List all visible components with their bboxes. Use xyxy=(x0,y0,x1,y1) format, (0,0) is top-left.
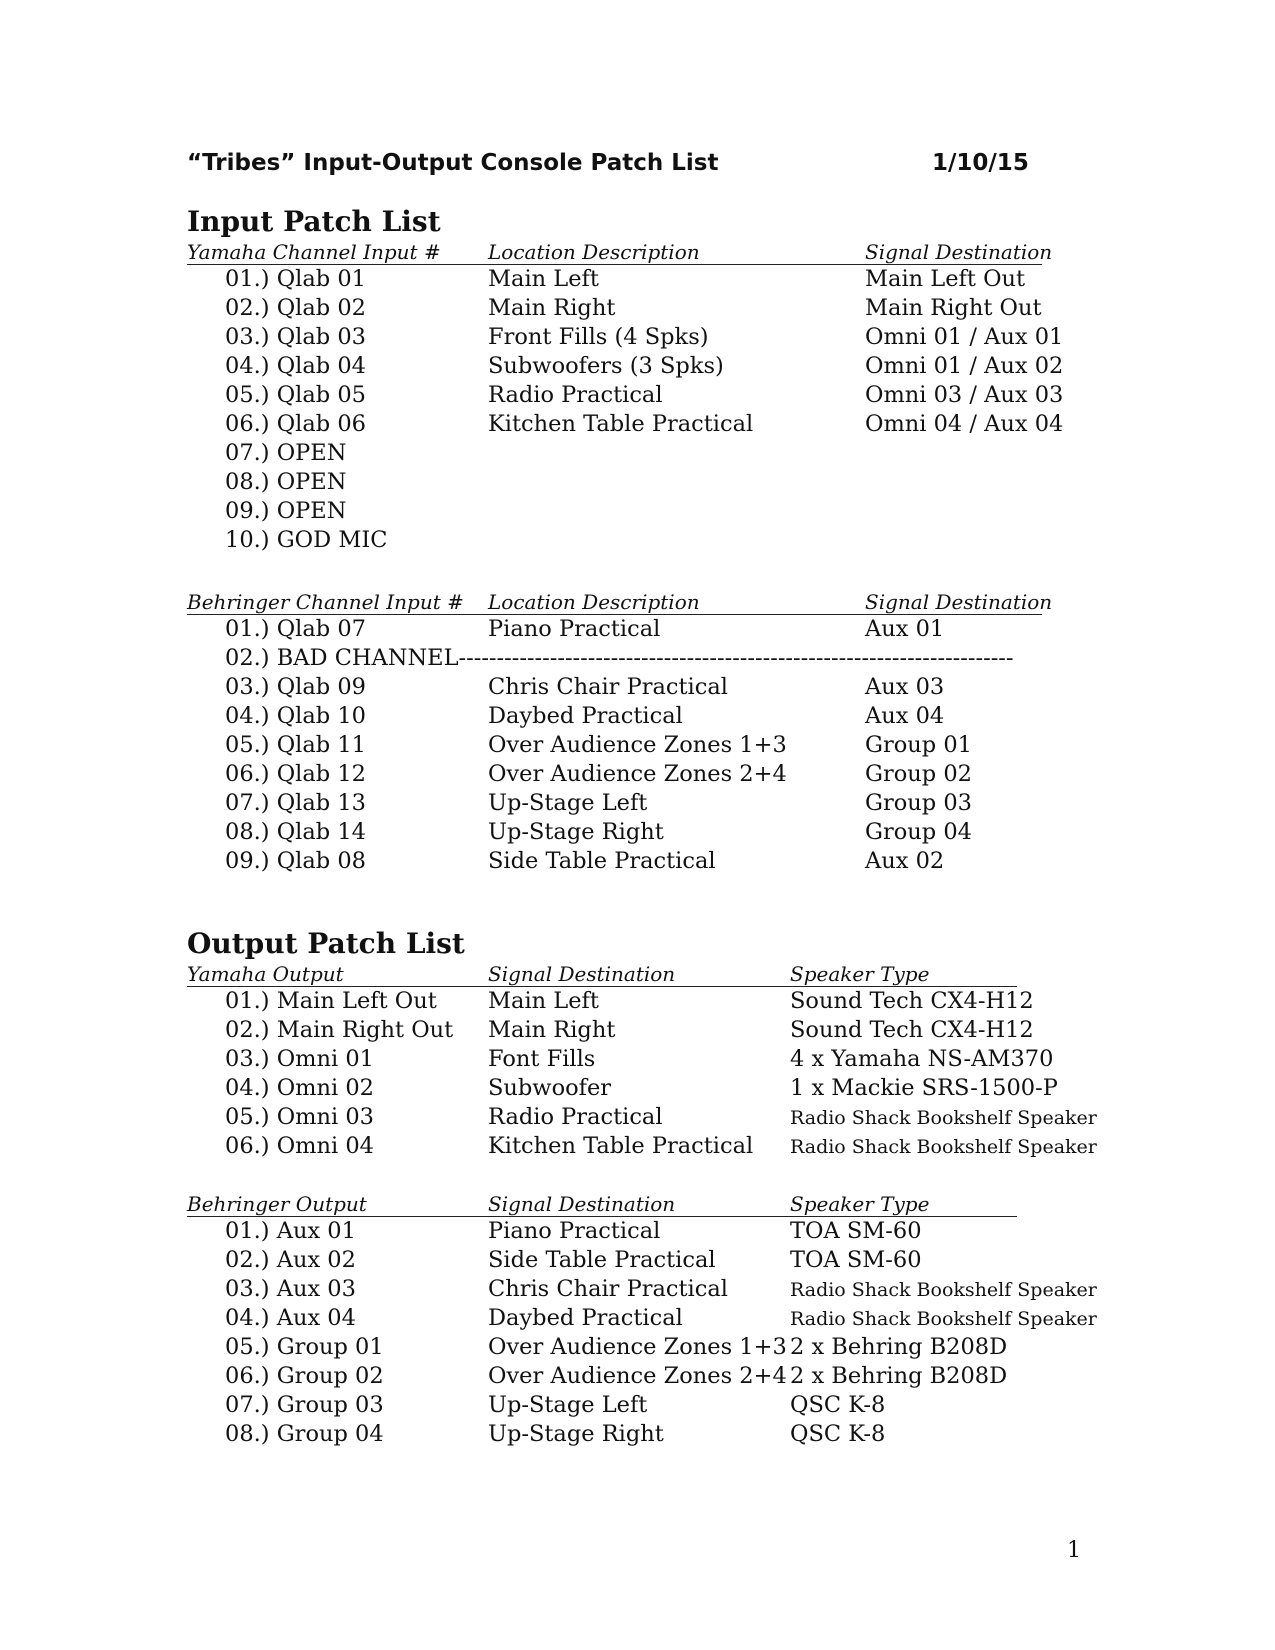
destination-cell: TOA SM-60 xyxy=(790,1218,922,1244)
channel-cell: 08.) OPEN xyxy=(225,469,347,495)
channel-cell: 02.) BAD CHANNEL------------------------------------------------------------------------- xyxy=(225,645,1014,671)
description-cell: Main Left xyxy=(488,988,599,1014)
description-cell: Over Audience Zones 2+4 xyxy=(488,761,787,787)
column-header: Signal Destination xyxy=(865,240,1053,264)
destination-cell: 1 x Mackie SRS-1500-P xyxy=(790,1075,1058,1101)
destination-cell: Sound Tech CX4-H12 xyxy=(790,1017,1034,1043)
channel-cell: 02.) Main Right Out xyxy=(225,1017,454,1043)
destination-cell: QSC K-8 xyxy=(790,1421,886,1447)
destination-cell: QSC K-8 xyxy=(790,1392,886,1418)
description-cell: Over Audience Zones 1+3 xyxy=(488,1334,787,1360)
document-title: “Tribes” Input-Output Console Patch List xyxy=(187,150,719,176)
description-cell: Up-Stage Right xyxy=(488,819,664,845)
channel-cell: 06.) Group 02 xyxy=(225,1363,384,1389)
description-cell: Font Fills xyxy=(488,1046,596,1072)
description-cell: Over Audience Zones 2+4 xyxy=(488,1363,787,1389)
channel-cell: 06.) Omni 04 xyxy=(225,1133,374,1159)
channel-cell: 08.) Group 04 xyxy=(225,1421,384,1447)
channel-cell: 03.) Aux 03 xyxy=(225,1276,356,1302)
destination-cell: 2 x Behring B208D xyxy=(790,1363,1008,1389)
destination-cell: Omni 01 / Aux 01 xyxy=(865,324,1064,350)
header-underline xyxy=(187,264,1042,265)
description-cell: Radio Practical xyxy=(488,1104,663,1130)
destination-cell: Omni 03 / Aux 03 xyxy=(865,382,1064,408)
description-cell: Main Right xyxy=(488,295,616,321)
destination-cell: Group 02 xyxy=(865,761,972,787)
column-header: Yamaha Channel Input # xyxy=(187,240,441,264)
description-cell: Chris Chair Practical xyxy=(488,1276,728,1302)
description-cell: Main Left xyxy=(488,266,599,292)
destination-cell: Group 03 xyxy=(865,790,972,816)
column-header: Signal Destination xyxy=(488,1192,676,1216)
destination-cell: Aux 01 xyxy=(865,616,945,642)
channel-cell: 04.) Omni 02 xyxy=(225,1075,374,1101)
destination-cell: Aux 02 xyxy=(865,848,945,874)
column-header: Location Description xyxy=(488,240,700,264)
description-cell: Side Table Practical xyxy=(488,848,716,874)
description-cell: Chris Chair Practical xyxy=(488,674,728,700)
column-header: Speaker Type xyxy=(790,1192,930,1216)
channel-cell: 03.) Qlab 03 xyxy=(225,324,366,350)
column-header: Signal Destination xyxy=(488,962,676,986)
destination-cell: Radio Shack Bookshelf Speaker xyxy=(790,1136,1097,1158)
channel-cell: 03.) Omni 01 xyxy=(225,1046,374,1072)
description-cell: Subwoofers (3 Spks) xyxy=(488,353,724,379)
description-cell: Up-Stage Left xyxy=(488,790,648,816)
description-cell: Daybed Practical xyxy=(488,703,683,729)
destination-cell: Aux 04 xyxy=(865,703,945,729)
channel-cell: 01.) Qlab 01 xyxy=(225,266,366,292)
column-header: Behringer Channel Input # xyxy=(187,590,464,614)
header-underline xyxy=(187,986,1017,987)
output-patch-heading: Output Patch List xyxy=(187,927,465,960)
destination-cell: Radio Shack Bookshelf Speaker xyxy=(790,1107,1097,1129)
column-header: Signal Destination xyxy=(865,590,1053,614)
channel-cell: 01.) Aux 01 xyxy=(225,1218,356,1244)
description-cell: Kitchen Table Practical xyxy=(488,1133,754,1159)
input-patch-heading: Input Patch List xyxy=(187,205,441,238)
destination-cell: Radio Shack Bookshelf Speaker xyxy=(790,1279,1097,1301)
description-cell: Kitchen Table Practical xyxy=(488,411,754,437)
channel-cell: 09.) Qlab 08 xyxy=(225,848,366,874)
channel-cell: 03.) Qlab 09 xyxy=(225,674,366,700)
channel-cell: 02.) Qlab 02 xyxy=(225,295,366,321)
destination-cell: Group 04 xyxy=(865,819,972,845)
channel-cell: 02.) Aux 02 xyxy=(225,1247,356,1273)
destination-cell: 2 x Behring B208D xyxy=(790,1334,1008,1360)
destination-cell: Omni 01 / Aux 02 xyxy=(865,353,1064,379)
channel-cell: 06.) Qlab 06 xyxy=(225,411,366,437)
column-header: Behringer Output xyxy=(187,1192,367,1216)
description-cell: Over Audience Zones 1+3 xyxy=(488,732,787,758)
channel-cell: 05.) Group 01 xyxy=(225,1334,384,1360)
channel-cell: 07.) Qlab 13 xyxy=(225,790,366,816)
channel-cell: 04.) Qlab 10 xyxy=(225,703,366,729)
channel-cell: 01.) Main Left Out xyxy=(225,988,437,1014)
description-cell: Side Table Practical xyxy=(488,1247,716,1273)
title-row xyxy=(187,150,1027,186)
channel-cell: 04.) Qlab 04 xyxy=(225,353,366,379)
destination-cell: Sound Tech CX4-H12 xyxy=(790,988,1034,1014)
channel-cell: 05.) Omni 03 xyxy=(225,1104,374,1130)
channel-cell: 01.) Qlab 07 xyxy=(225,616,366,642)
description-cell: Up-Stage Left xyxy=(488,1392,648,1418)
description-cell: Daybed Practical xyxy=(488,1305,683,1331)
destination-cell: TOA SM-60 xyxy=(790,1247,922,1273)
description-cell: Piano Practical xyxy=(488,616,661,642)
channel-cell: 04.) Aux 04 xyxy=(225,1305,356,1331)
description-cell: Piano Practical xyxy=(488,1218,661,1244)
description-cell: Radio Practical xyxy=(488,382,663,408)
destination-cell: Aux 03 xyxy=(865,674,945,700)
description-cell: Up-Stage Right xyxy=(488,1421,664,1447)
column-header: Yamaha Output xyxy=(187,962,344,986)
channel-cell: 05.) Qlab 05 xyxy=(225,382,366,408)
channel-cell: 09.) OPEN xyxy=(225,498,347,524)
destination-cell: 4 x Yamaha NS-AM370 xyxy=(790,1046,1054,1072)
description-cell: Front Fills (4 Spks) xyxy=(488,324,709,350)
channel-cell: 06.) Qlab 12 xyxy=(225,761,366,787)
destination-cell: Omni 04 / Aux 04 xyxy=(865,411,1064,437)
document-date: 1/10/15 xyxy=(932,150,1029,176)
channel-cell: 10.) GOD MIC xyxy=(225,527,388,553)
destination-cell: Main Right Out xyxy=(865,295,1042,321)
channel-cell: 07.) Group 03 xyxy=(225,1392,384,1418)
page-number: 1 xyxy=(1067,1538,1081,1563)
description-cell: Subwoofer xyxy=(488,1075,612,1101)
destination-cell: Main Left Out xyxy=(865,266,1026,292)
description-cell: Main Right xyxy=(488,1017,616,1043)
header-underline xyxy=(187,614,1042,615)
destination-cell: Group 01 xyxy=(865,732,972,758)
channel-cell: 07.) OPEN xyxy=(225,440,347,466)
column-header: Location Description xyxy=(488,590,700,614)
column-header: Speaker Type xyxy=(790,962,930,986)
header-underline xyxy=(187,1216,1017,1217)
destination-cell: Radio Shack Bookshelf Speaker xyxy=(790,1308,1097,1330)
channel-cell: 08.) Qlab 14 xyxy=(225,819,366,845)
channel-cell: 05.) Qlab 11 xyxy=(225,732,366,758)
